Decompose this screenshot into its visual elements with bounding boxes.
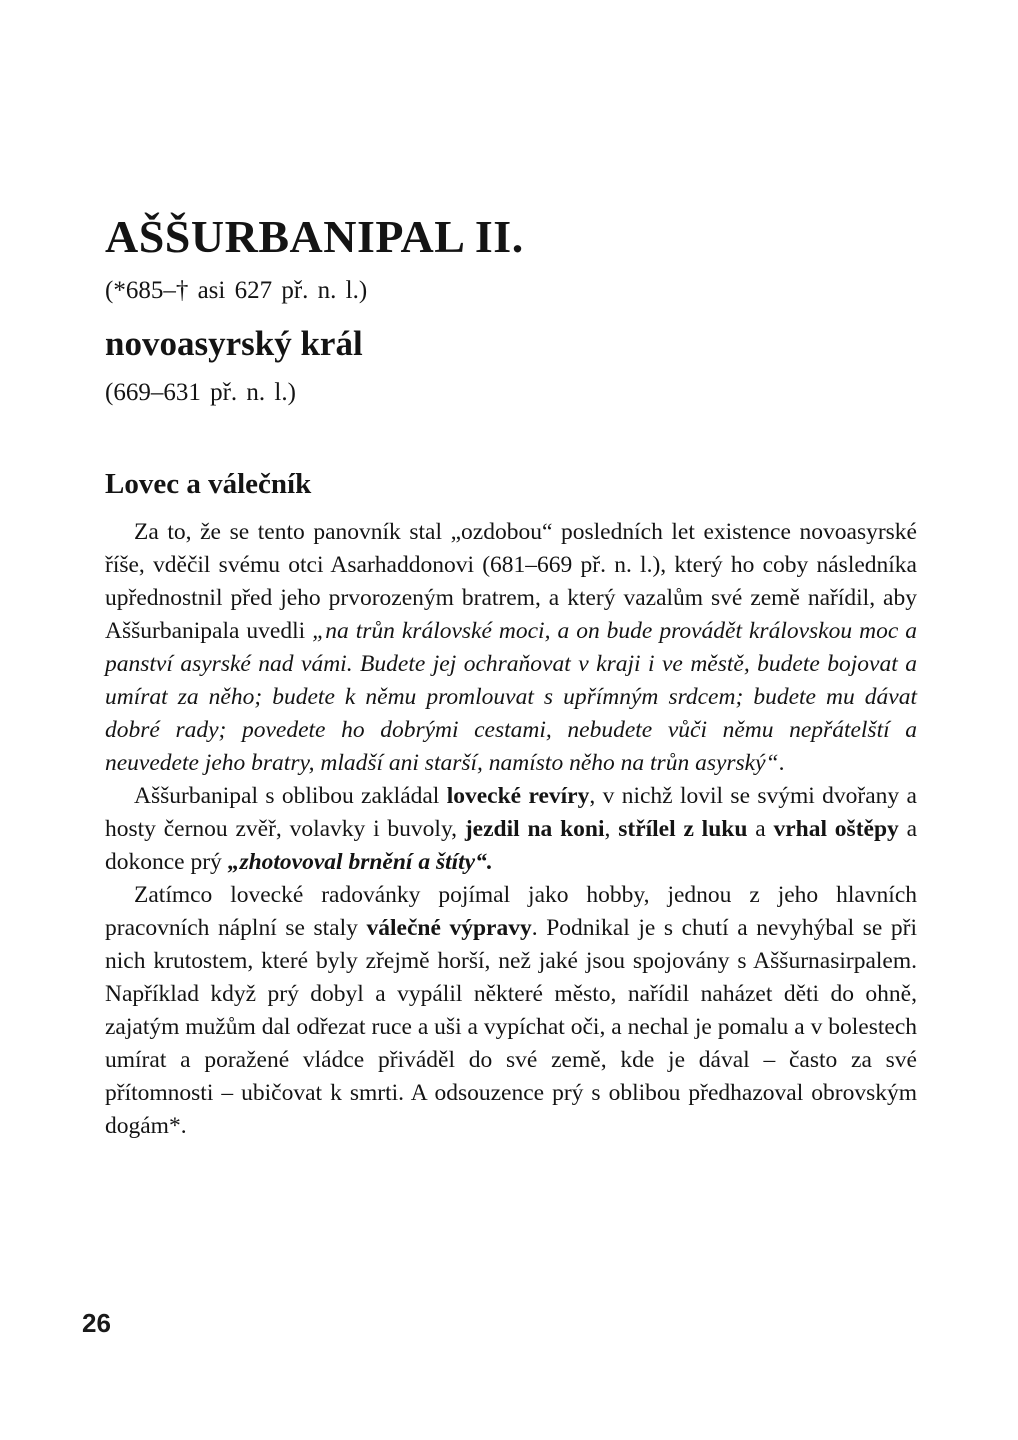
text-run: Zatímco lovecké radovánky pojímal jako hobby, jednou z jeho hlavních pracovních náplní se staly <box>105 882 917 941</box>
body-text <box>105 516 917 1143</box>
paragraph <box>105 516 917 780</box>
text-run: , v nichž lovil se svými dvořany a hosty černou zvěř, volavky i buvoly, <box>105 783 917 842</box>
paragraph <box>105 879 917 1143</box>
chapter-header <box>105 210 920 408</box>
text-run: a <box>747 816 774 842</box>
section-heading: Lovec a válečník <box>105 468 312 500</box>
text-run: a dokonce prý <box>105 816 918 875</box>
text-run: „zhotovoval brnění a štíty“. <box>227 849 493 875</box>
text-run: lovecké revíry <box>446 783 590 809</box>
text-run: , <box>604 816 619 842</box>
text-run: Za to, že se tento panovník stal „ozdobou“ posledních let existence novoasyrské říše, vděčil svému otci Asarhaddonovi (681–669 př. n. l.), který ho coby následníka upřednostnil před jeho prvorozeným bratrem, a který vazalům své země nařídil, aby Aššurbanipala uvedli <box>105 519 917 644</box>
life-dates: (*685–† asi 627 př. n. l.) <box>105 277 368 304</box>
page-number: 26 <box>82 1308 111 1338</box>
chapter-title: AŠŠURBANIPAL II. <box>105 211 524 262</box>
text-run: vrhal oštěpy <box>773 816 899 842</box>
text-run: „na trůn královské moci, a on bude provádět královskou moc a panství asyrské nad vámi. Budete jej ochraňovat v kraji i ve městě, budete bojovat a umírat za něho; budete k němu promlouvat s upřímným srdcem; budete mu dávat dobré rady; povedete ho dobrými cestami, nebudete vůči němu nepřátelští a neuvedete jeho bratry, mladší ani starší, namísto něho na trůn asyrský“ <box>105 618 917 776</box>
text-run: . <box>778 750 785 776</box>
text-run: jezdil na koni <box>464 816 605 842</box>
paragraph <box>105 780 917 879</box>
text-run: střílel z luku <box>618 816 748 842</box>
text-run: válečné výpravy <box>366 915 532 941</box>
text-run: . Podnikal je s chutí a nevyhýbal se při nich krutostem, které byly zřejmě horší, než jaké jsou spojovány s Aššurnasirpalem. Například když prý dobyl a vypálil některé město, nařídil naházet děti do ohně, zajatým mužům dal odřezat ruce a uši a vypíchat oči, a nechal je pomalu a v bolestech umírat a poražené vládce přiváděl do své země, kde je dával – často za své přítomnosti – ubičovat k smrti. A odsouzence prý s oblibou předhazoval obrovským dogám*. <box>105 915 917 1139</box>
reign-dates: (669–631 př. n. l.) <box>105 379 296 406</box>
role-title: novoasyrský král <box>105 324 363 363</box>
text-run: Aššurbanipal s oblibou zakládal <box>134 783 447 809</box>
